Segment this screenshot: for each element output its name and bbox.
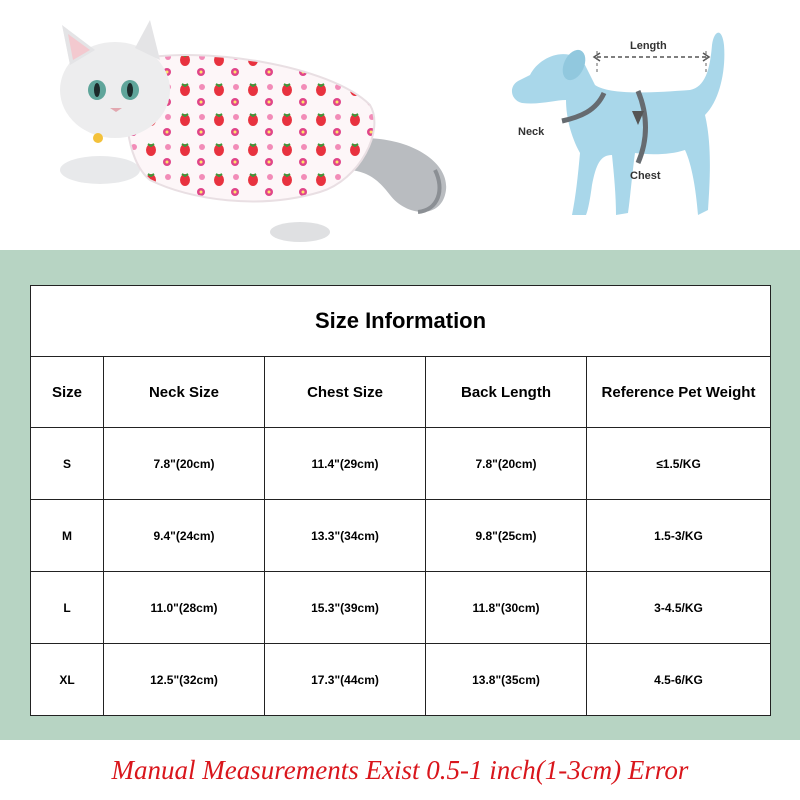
cell-size: S	[31, 428, 104, 500]
cell-size: M	[31, 500, 104, 572]
cell-neck: 7.8"(20cm)	[104, 428, 265, 500]
cell-back-length: 11.8"(30cm)	[426, 572, 587, 644]
table-row	[31, 500, 771, 572]
length-label: Length	[630, 40, 667, 52]
cell-chest: 11.4"(29cm)	[265, 428, 426, 500]
cell-size: XL	[31, 644, 104, 716]
cell-weight: 4.5-6/KG	[587, 644, 771, 716]
header-neck-size: Neck Size	[104, 357, 265, 428]
dog-silhouette	[512, 33, 724, 215]
cell-weight: 1.5-3/KG	[587, 500, 771, 572]
size-table	[30, 285, 771, 716]
table-row	[31, 644, 771, 716]
product-images-area	[0, 0, 800, 250]
cell-chest: 15.3"(39cm)	[265, 572, 426, 644]
dog-measurement-diagram	[500, 15, 750, 240]
cell-back-length: 13.8"(35cm)	[426, 644, 587, 716]
cell-weight: 3-4.5/KG	[587, 572, 771, 644]
cell-chest: 13.3"(34cm)	[265, 500, 426, 572]
header-chest-size: Chest Size	[265, 357, 426, 428]
cell-neck: 11.0"(28cm)	[104, 572, 265, 644]
neck-label: Neck	[518, 126, 545, 138]
cat-photo	[40, 20, 460, 245]
cell-back-length: 7.8"(20cm)	[426, 428, 587, 500]
header-size: Size	[31, 357, 104, 428]
chest-label: Chest	[630, 170, 661, 182]
cell-weight: ≤1.5/KG	[587, 428, 771, 500]
header-back-length: Back Length	[426, 357, 587, 428]
table-title: Size Information	[31, 286, 771, 357]
header-reference-weight: Reference Pet Weight	[587, 357, 771, 428]
cell-size: L	[31, 572, 104, 644]
cell-neck: 12.5"(32cm)	[104, 644, 265, 716]
cell-neck: 9.4"(24cm)	[104, 500, 265, 572]
table-row	[31, 572, 771, 644]
table-title-row	[31, 286, 771, 357]
table-row	[31, 428, 771, 500]
measurement-error-note: Manual Measurements Exist 0.5-1 inch(1-3cm) Error	[111, 754, 689, 785]
table-header-row	[31, 357, 771, 428]
cell-back-length: 9.8"(25cm)	[426, 500, 587, 572]
cell-chest: 17.3"(44cm)	[265, 644, 426, 716]
